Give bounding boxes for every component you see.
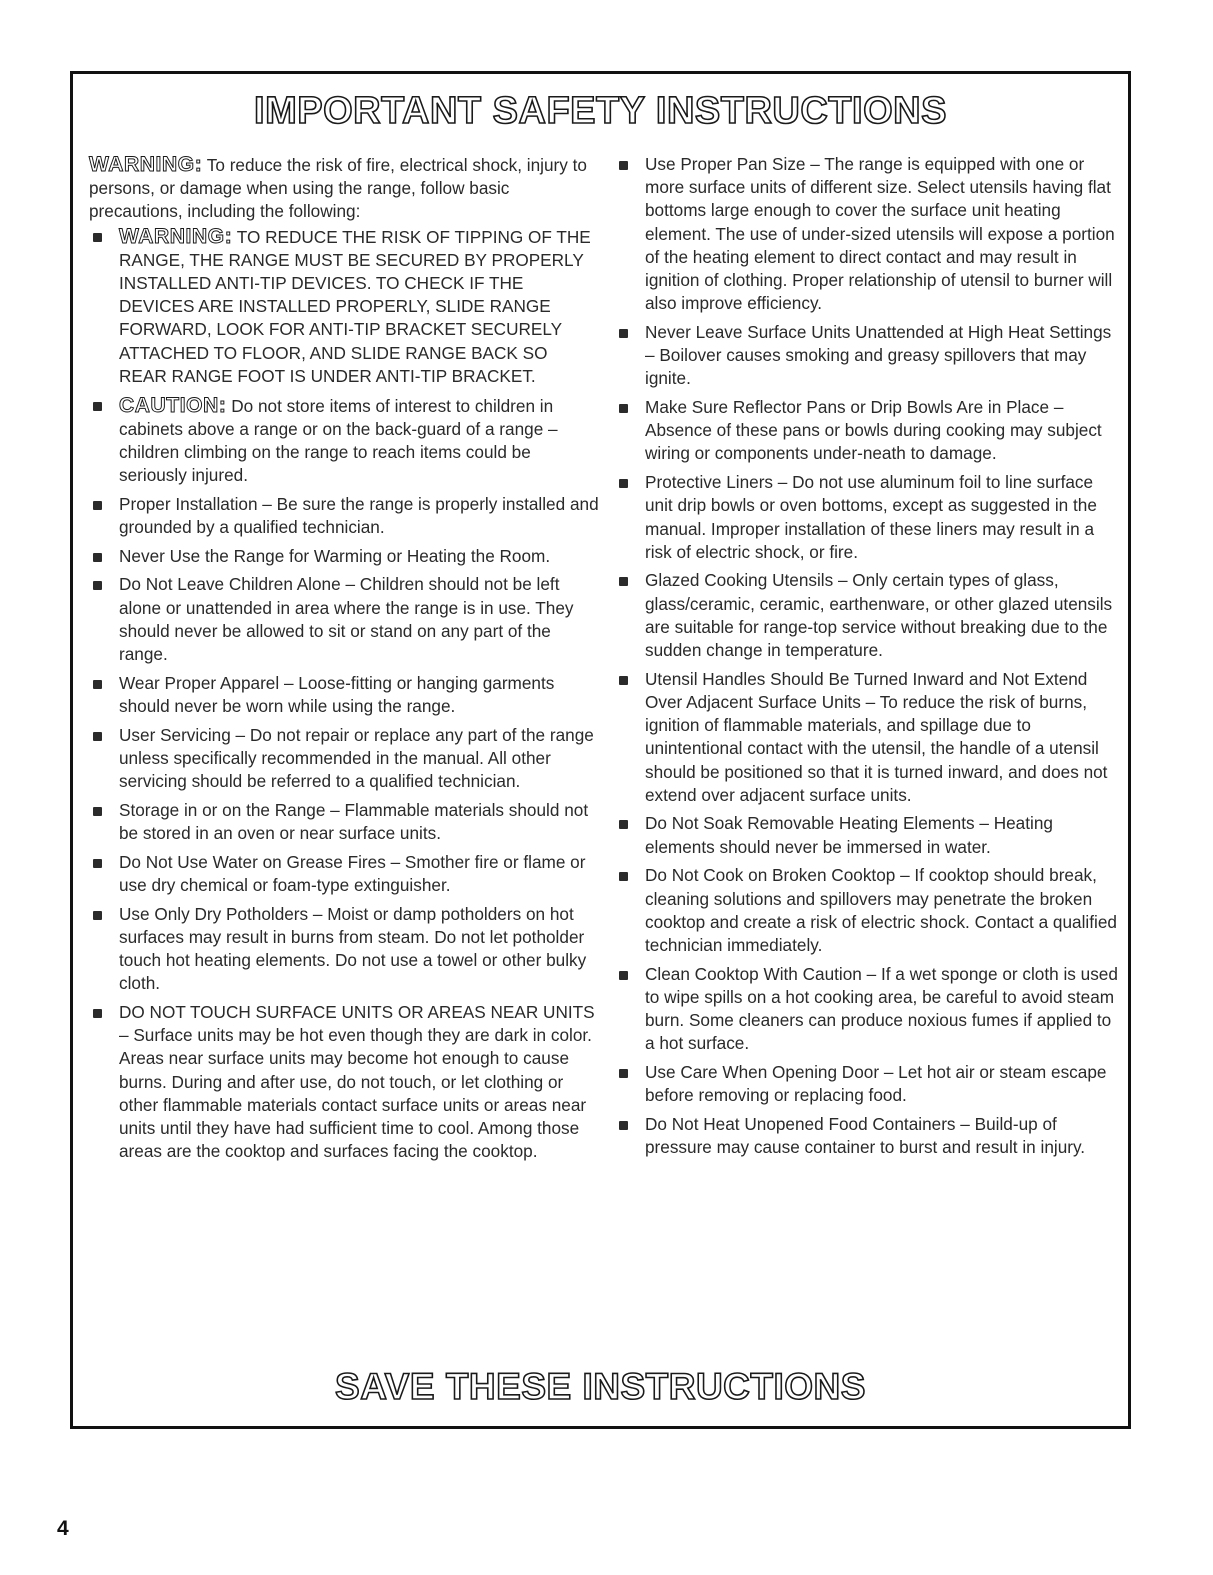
square-bullet-icon (93, 911, 102, 920)
square-bullet-icon (93, 581, 102, 590)
instruction-item (615, 321, 1121, 391)
square-bullet-icon (93, 732, 102, 741)
item-label: WARNING: (119, 224, 233, 248)
square-bullet-icon (619, 971, 628, 980)
page-number: 4 (57, 1517, 69, 1540)
square-bullet-icon (93, 501, 102, 510)
square-bullet-icon (93, 680, 102, 689)
square-bullet-icon (93, 859, 102, 868)
square-bullet-icon (619, 479, 628, 488)
instruction-item (89, 724, 599, 794)
instruction-item (615, 963, 1121, 1056)
square-bullet-icon (93, 233, 102, 242)
item-label: CAUTION: (119, 393, 227, 417)
item-text: Make Sure Reflector Pans or Drip Bowls Are in Place – Absence of these pans or bowls during cooking may subject wiring or components under-neath to damage. (645, 397, 1102, 464)
instruction-item (615, 812, 1121, 858)
instruction-item (89, 394, 599, 488)
instruction-item (89, 545, 599, 568)
item-text: DO NOT TOUCH SURFACE UNITS OR AREAS NEAR UNITS – Surface units may be hot even though they are dark in color. Areas near surface units may become hot enough to cause burns. During and after use, do not touch, or let clothing or other flammable materials contact surface units or areas near units until they have had sufficient time to cool. Among those areas are the cooktop and surfaces facing the cooktop. (119, 1001, 595, 1162)
instruction-item (89, 799, 599, 845)
square-bullet-icon (619, 161, 628, 170)
item-text: Do Not Soak Removable Heating Elements – Heating elements should never be immersed in water. (645, 813, 1053, 857)
item-text: Glazed Cooking Utensils – Only certain types of glass, glass/ceramic, ceramic, earthenware, or other glazed utensils are suitable for range-top service without breaking due to the sudden change in temperature. (645, 570, 1113, 661)
item-text: Protective Liners – Do not use aluminum foil to line surface unit drip bowls or oven bottoms, except as suggested in the manual. Improper installation of these liners may result in a risk of electric shock, or fire. (645, 472, 1097, 562)
instruction-item (615, 668, 1121, 807)
item-text: User Servicing – Do not repair or replace any part of the range unless specifically recommended in the manual. All other servicing should be referred to a qualified technician. (119, 724, 594, 792)
item-text: Never Use the Range for Warming or Heating the Room. (119, 545, 551, 566)
instruction-item (615, 569, 1121, 662)
square-bullet-icon (619, 1069, 628, 1078)
instruction-item (89, 851, 599, 897)
item-text: Never Leave Surface Units Unattended at High Heat Settings – Boilover causes smoking and greasy spillovers that may ignite. (645, 321, 1112, 389)
warning-label: WARNING: (89, 153, 203, 176)
item-text: Utensil Handles Should Be Turned Inward and Not Extend Over Adjacent Surface Units – To reduce the risk of burns, ignition of flammable materials, and spillage due to unintentional contact with the utensil, the handle of a utensil should be positioned so that it is turned inward, and does not extend over adjacent surface units. (645, 668, 1108, 805)
instruction-item (615, 153, 1121, 315)
square-bullet-icon (619, 820, 628, 829)
left-column (89, 153, 599, 1169)
square-bullet-icon (93, 807, 102, 816)
instruction-item (615, 1061, 1121, 1107)
item-text: TO REDUCE THE RISK OF TIPPING OF THE RANGE, THE RANGE MUST BE SECURED BY PROPERLY INSTALLED ANTI-TIP DEVICES. TO CHECK IF THE DEVICES ARE INSTALLED PROPERLY, SLIDE RANGE FORWARD, LOOK FOR ANTI-TIP BRACKET SECURELY ATTACHED TO FLOOR, AND SLIDE RANGE BACK SO REAR RANGE FOOT IS UNDER ANTI-TIP BRACKET. (119, 226, 591, 386)
instruction-item (615, 1113, 1121, 1159)
right-instruction-list (615, 153, 1121, 1159)
page-title: IMPORTANT SAFETY INSTRUCTIONS (254, 90, 947, 132)
instruction-item (615, 864, 1121, 957)
item-text: Do Not Heat Unopened Food Containers – Build-up of pressure may cause container to burst and result in injury. (645, 1113, 1086, 1158)
instruction-item (89, 573, 599, 666)
square-bullet-icon (619, 872, 628, 881)
item-text: Do Not Leave Children Alone – Children should not be left alone or unattended in area where the range is in use. They should never be allowed to sit or stand on any part of the range. (119, 574, 574, 665)
instruction-item (89, 1001, 599, 1163)
instruction-item (615, 471, 1121, 564)
item-text: Wear Proper Apparel – Loose-fitting or hanging garments should never be worn while using the range. (119, 672, 555, 716)
left-instruction-list (89, 225, 599, 1164)
item-text: Do Not Use Water on Grease Fires – Smother fire or flame or use dry chemical or foam-type extinguisher. (119, 851, 586, 895)
item-text: Clean Cooktop With Caution – If a wet sponge or cloth is used to wipe spills on a hot cooking area, be careful to avoid steam burn. Some cleaners can produce noxious fumes if applied to a hot surface. (645, 963, 1118, 1054)
square-bullet-icon (93, 553, 102, 562)
item-text: Do not store items of interest to children in cabinets above a range or on the back-guard of a range – children climbing on the range to reach items could be seriously injured. (119, 395, 558, 486)
instruction-item (89, 493, 599, 539)
item-text: Use Proper Pan Size – The range is equipped with one or more surface units of different size. Select utensils having flat bottoms large enough to cover the surface unit heating element. The use of under-sized utensils will expose a portion of the heating element to direct contact and may result in ignition of clothing. Proper relationship of utensil to burner will also improve efficiency. (645, 154, 1115, 314)
square-bullet-icon (619, 676, 628, 685)
square-bullet-icon (619, 577, 628, 586)
square-bullet-icon (619, 329, 628, 338)
instruction-item (615, 396, 1121, 466)
item-text: Use Care When Opening Door – Let hot air or steam escape before removing or replacing food. (645, 1062, 1107, 1106)
square-bullet-icon (619, 1121, 628, 1130)
safety-instructions-box (70, 71, 1131, 1429)
warning-intro (89, 153, 599, 224)
item-text: Use Only Dry Potholders – Moist or damp potholders on hot surfaces may result in burns from steam. Do not let potholder touch hot heating elements. Do not use a towel or other bulky cloth. (119, 903, 587, 994)
item-text: Proper Installation – Be sure the range is properly installed and grounded by a qualified technician. (119, 493, 599, 538)
square-bullet-icon (93, 1009, 102, 1018)
item-text: Do Not Cook on Broken Cooktop – If cooktop should break, cleaning solutions and spillovers may penetrate the broken cooktop and create a risk of electric shock. Contact a qualified technician immediately. (645, 865, 1117, 955)
instruction-item (89, 225, 599, 388)
instruction-item (89, 903, 599, 996)
square-bullet-icon (619, 404, 628, 413)
instruction-item (89, 672, 599, 718)
square-bullet-icon (93, 402, 102, 411)
right-column (615, 153, 1121, 1165)
save-instructions-title: SAVE THESE INSTRUCTIONS (335, 1366, 866, 1407)
warning-intro-text: To reduce the risk of fire, electrical shock, injury to persons, or damage when using the range, follow basic precautions, including the following: (89, 155, 587, 222)
item-text: Storage in or on the Range – Flammable materials should not be stored in an oven or near surface units. (119, 799, 589, 843)
